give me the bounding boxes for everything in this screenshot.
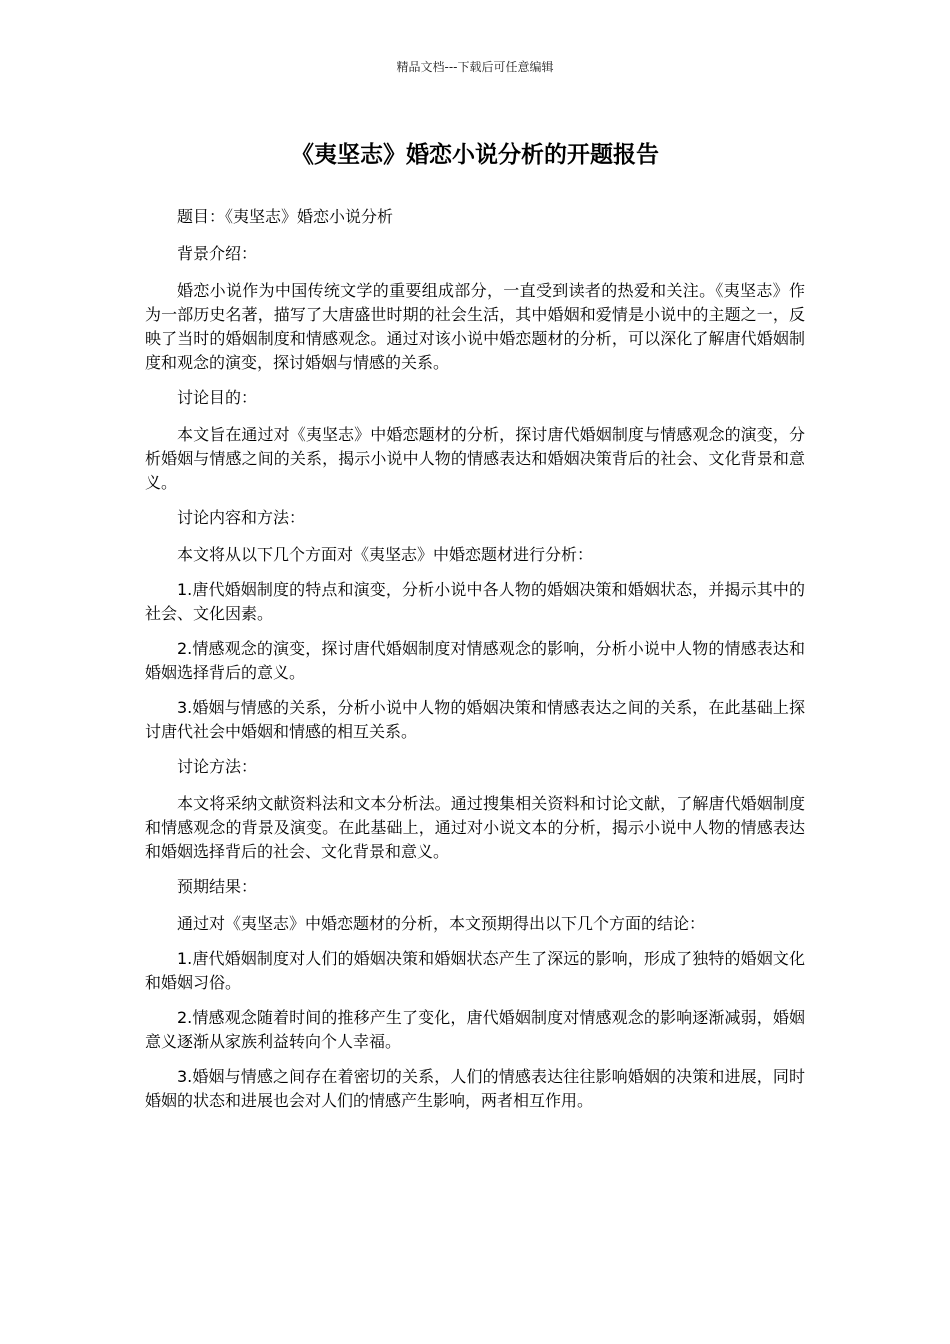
page-header: 精品文档---下载后可任意编辑: [396, 60, 554, 74]
content-item-3: 3.婚姻与情感的关系，分析小说中人物的婚姻决策和情感表达之间的关系，在此基础上探讨唐代社会中婚姻和情感的相互关系。: [145, 698, 805, 741]
section-heading-content-method: 讨论内容和方法：: [177, 508, 306, 527]
result-item-1: 1.唐代婚姻制度对人们的婚姻决策和婚姻状态产生了深远的影响，形成了独特的婚姻文化和婚姻习俗。: [145, 949, 805, 992]
section-heading-method: 讨论方法：: [177, 757, 258, 776]
paragraph-purpose: 本文旨在通过对《夷坚志》中婚恋题材的分析，探讨唐代婚姻制度与情感观念的演变，分析婚姻与情感之间的关系，揭示小说中人物的情感表达和婚姻决策背后的社会、文化背景和意义。: [145, 425, 805, 492]
document-body: [145, 205, 805, 1124]
content-item-2: 2.情感观念的演变，探讨唐代婚姻制度对情感观念的影响，分析小说中人物的情感表达和婚姻选择背后的意义。: [145, 639, 805, 682]
section-heading-background: 背景介绍：: [177, 244, 258, 263]
paragraph-content-intro: 本文将从以下几个方面对《夷坚志》中婚恋题材进行分析：: [177, 545, 594, 564]
content-item-1: 1.唐代婚姻制度的特点和演变，分析小说中各人物的婚姻决策和婚姻状态，并揭示其中的社会、文化因素。: [145, 580, 805, 623]
section-heading-results: 预期结果：: [177, 877, 258, 896]
paragraph-method: 本文将采纳文献资料法和文本分析法。通过搜集相关资料和讨论文献，了解唐代婚姻制度和情感观念的背景及演变。在此基础上，通过对小说文本的分析，揭示小说中人物的情感表达和婚姻选择背后的社会、文化背景和意义。: [145, 794, 805, 861]
result-item-2: 2.情感观念随着时间的推移产生了变化，唐代婚姻制度对情感观念的影响逐渐减弱，婚姻意义逐渐从家族利益转向个人幸福。: [145, 1008, 805, 1051]
result-item-3: 3.婚姻与情感之间存在着密切的关系，人们的情感表达往往影响婚姻的决策和进展，同时婚姻的状态和进展也会对人们的情感产生影响，两者相互作用。: [145, 1067, 805, 1110]
section-heading-purpose: 讨论目的：: [177, 388, 258, 407]
paragraph-results-intro: 通过对《夷坚志》中婚恋题材的分析，本文预期得出以下几个方面的结论：: [177, 914, 706, 933]
topic-line: 题目：《夷坚志》婚恋小说分析: [177, 207, 394, 226]
paragraph-background: 婚恋小说作为中国传统文学的重要组成部分，一直受到读者的热爱和关注。《夷坚志》作为一部历史名著，描写了大唐盛世时期的社会生活，其中婚姻和爱情是小说中的主题之一，反映了当时的婚姻制度和情感观念。通过对该小说中婚恋题材的分析，可以深化了解唐代婚姻制度和观念的演变，探讨婚姻与情感的关系。: [145, 281, 805, 372]
document-title: 《夷坚志》婚恋小说分析的开题报告: [291, 142, 659, 168]
